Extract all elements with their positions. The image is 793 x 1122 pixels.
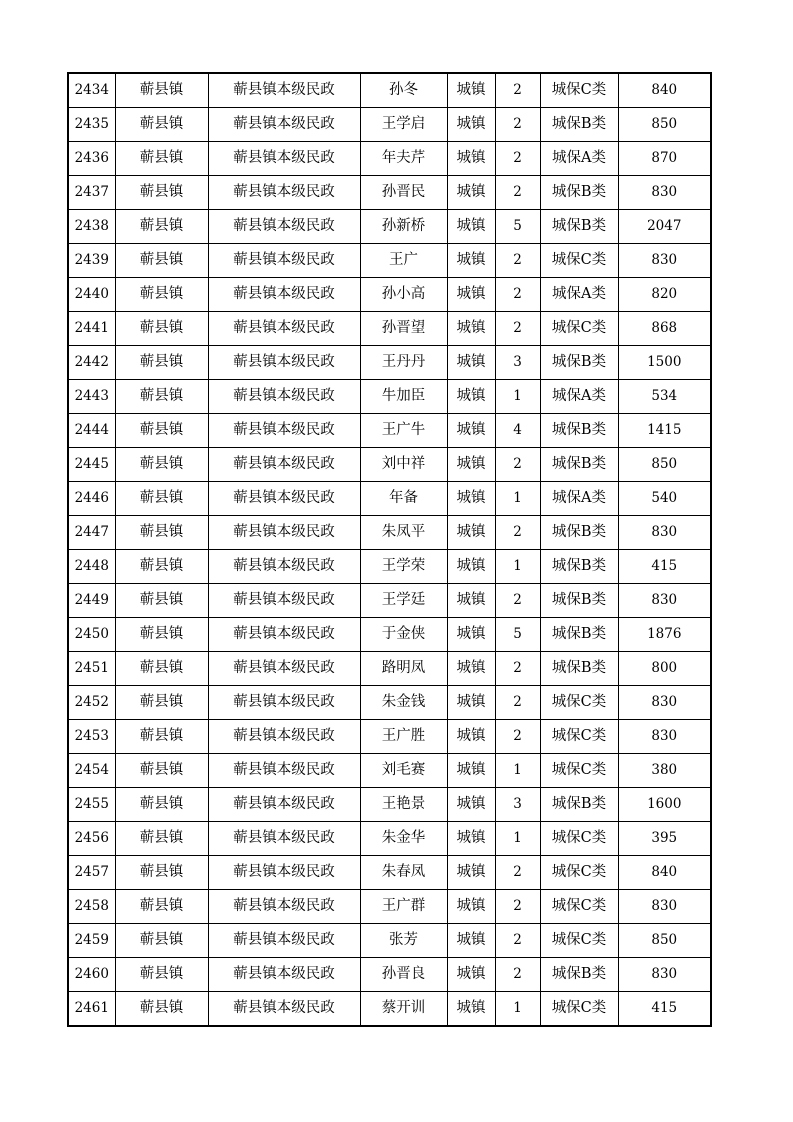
name-cell: 孙小高 <box>360 278 447 312</box>
area-type-cell: 城镇 <box>447 108 495 142</box>
unit-cell: 蕲县镇本级民政 <box>208 856 360 890</box>
category-cell: 城保C类 <box>540 754 618 788</box>
area-type-cell: 城镇 <box>447 278 495 312</box>
unit-cell: 蕲县镇本级民政 <box>208 142 360 176</box>
town-cell: 蕲县镇 <box>115 550 208 584</box>
serial-number-cell: 2436 <box>68 142 115 176</box>
name-cell: 年夫芹 <box>360 142 447 176</box>
table-row <box>68 482 711 516</box>
serial-number-cell: 2453 <box>68 720 115 754</box>
town-cell: 蕲县镇 <box>115 482 208 516</box>
name-cell: 王学廷 <box>360 584 447 618</box>
area-type-cell: 城镇 <box>447 346 495 380</box>
table-row <box>68 448 711 482</box>
amount-cell: 1415 <box>618 414 711 448</box>
town-cell: 蕲县镇 <box>115 380 208 414</box>
category-cell: 城保B类 <box>540 346 618 380</box>
table-row <box>68 550 711 584</box>
household-size-cell: 1 <box>495 550 540 584</box>
name-cell: 王学启 <box>360 108 447 142</box>
name-cell: 孙新桥 <box>360 210 447 244</box>
serial-number-cell: 2457 <box>68 856 115 890</box>
area-type-cell: 城镇 <box>447 516 495 550</box>
serial-number-cell: 2437 <box>68 176 115 210</box>
table-row <box>68 822 711 856</box>
name-cell: 于金侠 <box>360 618 447 652</box>
table-row <box>68 890 711 924</box>
serial-number-cell: 2439 <box>68 244 115 278</box>
amount-cell: 2047 <box>618 210 711 244</box>
area-type-cell: 城镇 <box>447 448 495 482</box>
household-size-cell: 2 <box>495 720 540 754</box>
name-cell: 孙冬 <box>360 73 447 108</box>
town-cell: 蕲县镇 <box>115 720 208 754</box>
amount-cell: 395 <box>618 822 711 856</box>
table-row <box>68 346 711 380</box>
name-cell: 刘中祥 <box>360 448 447 482</box>
unit-cell: 蕲县镇本级民政 <box>208 312 360 346</box>
unit-cell: 蕲县镇本级民政 <box>208 686 360 720</box>
unit-cell: 蕲县镇本级民政 <box>208 176 360 210</box>
town-cell: 蕲县镇 <box>115 788 208 822</box>
amount-cell: 830 <box>618 516 711 550</box>
table-row <box>68 142 711 176</box>
amount-cell: 850 <box>618 448 711 482</box>
category-cell: 城保C类 <box>540 73 618 108</box>
town-cell: 蕲县镇 <box>115 856 208 890</box>
name-cell: 孙晋望 <box>360 312 447 346</box>
unit-cell: 蕲县镇本级民政 <box>208 992 360 1027</box>
household-size-cell: 2 <box>495 856 540 890</box>
town-cell: 蕲县镇 <box>115 686 208 720</box>
name-cell: 牛加臣 <box>360 380 447 414</box>
area-type-cell: 城镇 <box>447 856 495 890</box>
area-type-cell: 城镇 <box>447 652 495 686</box>
town-cell: 蕲县镇 <box>115 890 208 924</box>
table-row <box>68 108 711 142</box>
unit-cell: 蕲县镇本级民政 <box>208 108 360 142</box>
household-size-cell: 2 <box>495 652 540 686</box>
amount-cell: 1500 <box>618 346 711 380</box>
unit-cell: 蕲县镇本级民政 <box>208 822 360 856</box>
unit-cell: 蕲县镇本级民政 <box>208 618 360 652</box>
household-size-cell: 1 <box>495 380 540 414</box>
town-cell: 蕲县镇 <box>115 754 208 788</box>
area-type-cell: 城镇 <box>447 142 495 176</box>
serial-number-cell: 2434 <box>68 73 115 108</box>
household-size-cell: 4 <box>495 414 540 448</box>
household-size-cell: 1 <box>495 482 540 516</box>
unit-cell: 蕲县镇本级民政 <box>208 73 360 108</box>
unit-cell: 蕲县镇本级民政 <box>208 788 360 822</box>
category-cell: 城保C类 <box>540 890 618 924</box>
amount-cell: 534 <box>618 380 711 414</box>
name-cell: 王艳景 <box>360 788 447 822</box>
relief-records-table <box>67 72 712 1027</box>
town-cell: 蕲县镇 <box>115 924 208 958</box>
area-type-cell: 城镇 <box>447 244 495 278</box>
name-cell: 孙晋民 <box>360 176 447 210</box>
unit-cell: 蕲县镇本级民政 <box>208 278 360 312</box>
serial-number-cell: 2449 <box>68 584 115 618</box>
amount-cell: 1876 <box>618 618 711 652</box>
unit-cell: 蕲县镇本级民政 <box>208 584 360 618</box>
name-cell: 王广 <box>360 244 447 278</box>
name-cell: 刘毛赛 <box>360 754 447 788</box>
town-cell: 蕲县镇 <box>115 312 208 346</box>
area-type-cell: 城镇 <box>447 482 495 516</box>
serial-number-cell: 2458 <box>68 890 115 924</box>
amount-cell: 850 <box>618 924 711 958</box>
amount-cell: 840 <box>618 856 711 890</box>
area-type-cell: 城镇 <box>447 414 495 448</box>
unit-cell: 蕲县镇本级民政 <box>208 754 360 788</box>
category-cell: 城保B类 <box>540 652 618 686</box>
name-cell: 朱春凤 <box>360 856 447 890</box>
table-row <box>68 312 711 346</box>
table-row <box>68 958 711 992</box>
amount-cell: 380 <box>618 754 711 788</box>
name-cell: 朱金钱 <box>360 686 447 720</box>
category-cell: 城保C类 <box>540 822 618 856</box>
amount-cell: 415 <box>618 550 711 584</box>
serial-number-cell: 2452 <box>68 686 115 720</box>
table-row <box>68 584 711 618</box>
serial-number-cell: 2460 <box>68 958 115 992</box>
town-cell: 蕲县镇 <box>115 278 208 312</box>
serial-number-cell: 2445 <box>68 448 115 482</box>
name-cell: 年备 <box>360 482 447 516</box>
table-row <box>68 856 711 890</box>
unit-cell: 蕲县镇本级民政 <box>208 448 360 482</box>
serial-number-cell: 2451 <box>68 652 115 686</box>
serial-number-cell: 2459 <box>68 924 115 958</box>
household-size-cell: 2 <box>495 73 540 108</box>
table-body <box>68 73 711 1026</box>
serial-number-cell: 2450 <box>68 618 115 652</box>
category-cell: 城保C类 <box>540 312 618 346</box>
name-cell: 王学荣 <box>360 550 447 584</box>
household-size-cell: 2 <box>495 312 540 346</box>
name-cell: 路明凤 <box>360 652 447 686</box>
area-type-cell: 城镇 <box>447 73 495 108</box>
table-row <box>68 720 711 754</box>
area-type-cell: 城镇 <box>447 176 495 210</box>
town-cell: 蕲县镇 <box>115 958 208 992</box>
serial-number-cell: 2441 <box>68 312 115 346</box>
amount-cell: 850 <box>618 108 711 142</box>
amount-cell: 840 <box>618 73 711 108</box>
town-cell: 蕲县镇 <box>115 210 208 244</box>
unit-cell: 蕲县镇本级民政 <box>208 380 360 414</box>
category-cell: 城保A类 <box>540 142 618 176</box>
table-row <box>68 380 711 414</box>
category-cell: 城保C类 <box>540 856 618 890</box>
table-row <box>68 924 711 958</box>
unit-cell: 蕲县镇本级民政 <box>208 346 360 380</box>
table-row <box>68 414 711 448</box>
category-cell: 城保C类 <box>540 244 618 278</box>
serial-number-cell: 2438 <box>68 210 115 244</box>
area-type-cell: 城镇 <box>447 822 495 856</box>
unit-cell: 蕲县镇本级民政 <box>208 482 360 516</box>
area-type-cell: 城镇 <box>447 618 495 652</box>
amount-cell: 868 <box>618 312 711 346</box>
table-row <box>68 652 711 686</box>
town-cell: 蕲县镇 <box>115 448 208 482</box>
town-cell: 蕲县镇 <box>115 142 208 176</box>
name-cell: 蔡开训 <box>360 992 447 1027</box>
area-type-cell: 城镇 <box>447 924 495 958</box>
household-size-cell: 2 <box>495 278 540 312</box>
area-type-cell: 城镇 <box>447 550 495 584</box>
household-size-cell: 3 <box>495 346 540 380</box>
name-cell: 孙晋良 <box>360 958 447 992</box>
household-size-cell: 2 <box>495 244 540 278</box>
unit-cell: 蕲县镇本级民政 <box>208 244 360 278</box>
area-type-cell: 城镇 <box>447 584 495 618</box>
serial-number-cell: 2443 <box>68 380 115 414</box>
area-type-cell: 城镇 <box>447 380 495 414</box>
town-cell: 蕲县镇 <box>115 108 208 142</box>
amount-cell: 830 <box>618 890 711 924</box>
category-cell: 城保B类 <box>540 788 618 822</box>
household-size-cell: 2 <box>495 958 540 992</box>
household-size-cell: 1 <box>495 754 540 788</box>
household-size-cell: 2 <box>495 584 540 618</box>
serial-number-cell: 2447 <box>68 516 115 550</box>
category-cell: 城保B类 <box>540 958 618 992</box>
amount-cell: 830 <box>618 958 711 992</box>
town-cell: 蕲县镇 <box>115 73 208 108</box>
serial-number-cell: 2440 <box>68 278 115 312</box>
category-cell: 城保C类 <box>540 924 618 958</box>
household-size-cell: 2 <box>495 890 540 924</box>
serial-number-cell: 2444 <box>68 414 115 448</box>
name-cell: 朱凤平 <box>360 516 447 550</box>
name-cell: 王广牛 <box>360 414 447 448</box>
category-cell: 城保B类 <box>540 516 618 550</box>
unit-cell: 蕲县镇本级民政 <box>208 720 360 754</box>
table-row <box>68 686 711 720</box>
amount-cell: 800 <box>618 652 711 686</box>
table-row <box>68 278 711 312</box>
household-size-cell: 2 <box>495 176 540 210</box>
area-type-cell: 城镇 <box>447 754 495 788</box>
area-type-cell: 城镇 <box>447 686 495 720</box>
serial-number-cell: 2442 <box>68 346 115 380</box>
amount-cell: 830 <box>618 176 711 210</box>
household-size-cell: 2 <box>495 924 540 958</box>
category-cell: 城保B类 <box>540 210 618 244</box>
table-row <box>68 176 711 210</box>
category-cell: 城保A类 <box>540 380 618 414</box>
table-row <box>68 73 711 108</box>
serial-number-cell: 2448 <box>68 550 115 584</box>
category-cell: 城保A类 <box>540 482 618 516</box>
town-cell: 蕲县镇 <box>115 516 208 550</box>
serial-number-cell: 2435 <box>68 108 115 142</box>
household-size-cell: 1 <box>495 822 540 856</box>
table-row <box>68 244 711 278</box>
amount-cell: 830 <box>618 244 711 278</box>
area-type-cell: 城镇 <box>447 788 495 822</box>
household-size-cell: 2 <box>495 142 540 176</box>
table-row <box>68 992 711 1027</box>
household-size-cell: 3 <box>495 788 540 822</box>
document-table-wrapper <box>67 72 712 1027</box>
town-cell: 蕲县镇 <box>115 176 208 210</box>
amount-cell: 870 <box>618 142 711 176</box>
category-cell: 城保B类 <box>540 584 618 618</box>
area-type-cell: 城镇 <box>447 210 495 244</box>
unit-cell: 蕲县镇本级民政 <box>208 516 360 550</box>
town-cell: 蕲县镇 <box>115 822 208 856</box>
unit-cell: 蕲县镇本级民政 <box>208 890 360 924</box>
table-row <box>68 516 711 550</box>
amount-cell: 830 <box>618 686 711 720</box>
category-cell: 城保B类 <box>540 618 618 652</box>
serial-number-cell: 2461 <box>68 992 115 1027</box>
area-type-cell: 城镇 <box>447 312 495 346</box>
category-cell: 城保B类 <box>540 176 618 210</box>
unit-cell: 蕲县镇本级民政 <box>208 958 360 992</box>
table-row <box>68 618 711 652</box>
table-row <box>68 210 711 244</box>
name-cell: 朱金华 <box>360 822 447 856</box>
town-cell: 蕲县镇 <box>115 244 208 278</box>
unit-cell: 蕲县镇本级民政 <box>208 414 360 448</box>
unit-cell: 蕲县镇本级民政 <box>208 924 360 958</box>
category-cell: 城保C类 <box>540 992 618 1027</box>
unit-cell: 蕲县镇本级民政 <box>208 210 360 244</box>
category-cell: 城保B类 <box>540 448 618 482</box>
name-cell: 王广胜 <box>360 720 447 754</box>
serial-number-cell: 2446 <box>68 482 115 516</box>
town-cell: 蕲县镇 <box>115 584 208 618</box>
serial-number-cell: 2456 <box>68 822 115 856</box>
amount-cell: 830 <box>618 720 711 754</box>
amount-cell: 415 <box>618 992 711 1027</box>
area-type-cell: 城镇 <box>447 992 495 1027</box>
area-type-cell: 城镇 <box>447 958 495 992</box>
category-cell: 城保C类 <box>540 720 618 754</box>
table-row <box>68 788 711 822</box>
household-size-cell: 1 <box>495 992 540 1027</box>
household-size-cell: 5 <box>495 210 540 244</box>
amount-cell: 540 <box>618 482 711 516</box>
area-type-cell: 城镇 <box>447 890 495 924</box>
town-cell: 蕲县镇 <box>115 992 208 1027</box>
area-type-cell: 城镇 <box>447 720 495 754</box>
amount-cell: 820 <box>618 278 711 312</box>
amount-cell: 830 <box>618 584 711 618</box>
category-cell: 城保B类 <box>540 550 618 584</box>
town-cell: 蕲县镇 <box>115 618 208 652</box>
amount-cell: 1600 <box>618 788 711 822</box>
category-cell: 城保C类 <box>540 686 618 720</box>
household-size-cell: 5 <box>495 618 540 652</box>
unit-cell: 蕲县镇本级民政 <box>208 652 360 686</box>
name-cell: 王广群 <box>360 890 447 924</box>
name-cell: 王丹丹 <box>360 346 447 380</box>
unit-cell: 蕲县镇本级民政 <box>208 550 360 584</box>
town-cell: 蕲县镇 <box>115 414 208 448</box>
name-cell: 张芳 <box>360 924 447 958</box>
serial-number-cell: 2455 <box>68 788 115 822</box>
category-cell: 城保B类 <box>540 414 618 448</box>
category-cell: 城保A类 <box>540 278 618 312</box>
category-cell: 城保B类 <box>540 108 618 142</box>
household-size-cell: 2 <box>495 686 540 720</box>
town-cell: 蕲县镇 <box>115 346 208 380</box>
household-size-cell: 2 <box>495 108 540 142</box>
household-size-cell: 2 <box>495 516 540 550</box>
household-size-cell: 2 <box>495 448 540 482</box>
town-cell: 蕲县镇 <box>115 652 208 686</box>
serial-number-cell: 2454 <box>68 754 115 788</box>
table-row <box>68 754 711 788</box>
